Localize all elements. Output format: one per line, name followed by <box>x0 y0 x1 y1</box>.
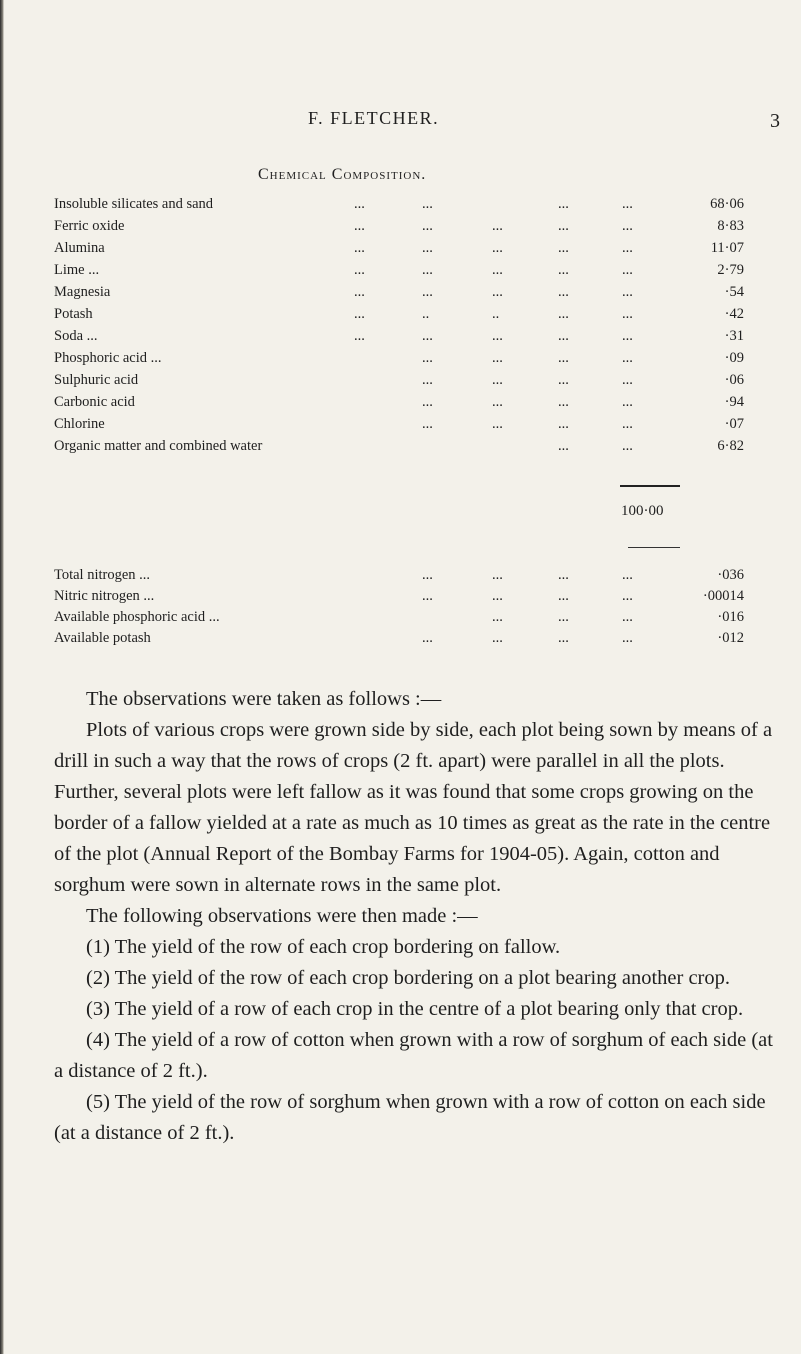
table-row: Alumina ... ... ... ... ... 11·07 <box>54 237 744 259</box>
row-label: Nitric nitrogen ... <box>54 588 155 604</box>
row-label: Organic matter and combined water <box>54 438 263 454</box>
row-value: 8·83 <box>717 218 744 234</box>
table-row: Organic matter and combined water ... ... 6·82 <box>54 435 744 457</box>
row-value: ·31 <box>724 328 744 344</box>
table-row: Sulphuric acid ... ... ... ... ·06 <box>54 369 744 391</box>
row-label: Lime ... <box>54 262 100 278</box>
row-label: Potash <box>54 306 93 322</box>
page-spine-shadow <box>0 0 4 1354</box>
table-row: Magnesia ... ... ... ... ... ·54 <box>54 281 744 303</box>
table-row: Soda ... ... ... ... ... ... ·31 <box>54 325 744 347</box>
observation-item: (4) The yield of a row of cotton when grown with a row of sorghum of each side (at a distance of 2 ft.). <box>54 1029 773 1082</box>
row-value: ·54 <box>724 284 744 300</box>
row-value: 2·79 <box>717 262 744 278</box>
body-text <box>54 684 782 1149</box>
row-value: ·06 <box>724 372 744 388</box>
row-label: Carbonic acid <box>54 394 135 410</box>
table-row: Available potash ... ... ... ... ·012 <box>54 628 744 649</box>
row-value: ·012 <box>717 630 744 646</box>
row-label: Soda ... <box>54 328 98 344</box>
table-row: Carbonic acid ... ... ... ... ·94 <box>54 391 744 413</box>
total-value: 100·00 <box>621 503 664 519</box>
row-label: Insoluble silicates and sand <box>54 196 214 212</box>
table-row: Available phosphoric acid ... ... ... ... ·016 <box>54 607 744 628</box>
section-title: Chemical Composition. <box>258 166 427 183</box>
table-row: Chlorine ... ... ... ... ·07 <box>54 413 744 435</box>
table-row: Lime ... ... ... ... ... ... 2·79 <box>54 259 744 281</box>
row-label: Magnesia <box>54 284 111 300</box>
table-row: Ferric oxide ... ... ... ... ... 8·83 <box>54 215 744 237</box>
row-value: ·036 <box>717 567 744 583</box>
row-value: ·016 <box>717 609 744 625</box>
observation-item: (2) The yield of the row of each crop bordering on a plot bearing another crop. <box>86 967 730 989</box>
row-label: Sulphuric acid <box>54 372 139 388</box>
row-label: Total nitrogen ... <box>54 567 151 583</box>
intro-paragraph: The observations were taken as follows :— <box>86 688 442 710</box>
row-value: 6·82 <box>717 438 744 454</box>
table-row: Nitric nitrogen ... ... ... ... ... ·00014 <box>54 586 744 607</box>
row-value: ·09 <box>724 350 744 366</box>
row-value: ·07 <box>724 416 744 432</box>
table-row: Insoluble silicates and sand ... ... ... ... 68·06 <box>54 193 744 215</box>
row-value: ·00014 <box>702 588 744 604</box>
observations-lead: The following observations were then made :— <box>86 905 478 927</box>
total-rule <box>620 485 680 487</box>
observation-item: (5) The yield of the row of sorghum when grown with a row of cotton on each side (at a distance of 2 ft.). <box>54 1091 766 1144</box>
total-underline <box>628 547 680 548</box>
table-row: Total nitrogen ... ... ... ... ... ·036 <box>54 565 744 586</box>
row-label: Available phosphoric acid ... <box>54 609 220 625</box>
row-label: Phosphoric acid ... <box>54 350 162 366</box>
row-label: Ferric oxide <box>54 218 125 234</box>
row-value: 68·06 <box>710 196 744 212</box>
row-label: Chlorine <box>54 416 105 432</box>
observation-item: (1) The yield of the row of each crop bordering on fallow. <box>86 936 561 958</box>
running-head: F. FLETCHER. <box>308 108 440 128</box>
main-paragraph: Plots of various crops were grown side by side, each plot being sown by means of a drill in such a way that the rows of crops (2 ft. apart) were parallel in all the plots. Further, several plots were left fallow as it was found that some crops growing on the border of a fallow yielded at a rate as much as 10 times as great as the rate in the centre of the plot (Annual Report of the Bombay Farms for 1904-05). Again, cotton and sorghum were sown in alternate rows in the same plot. <box>54 719 773 896</box>
table-row: Potash ... .. .. ... ... ·42 <box>54 303 744 325</box>
row-label: Alumina <box>54 240 105 256</box>
composition-table <box>54 193 744 457</box>
nitrogen-table <box>54 565 744 649</box>
row-value: ·94 <box>724 394 744 410</box>
observation-item: (3) The yield of a row of each crop in the centre of a plot bearing only that crop. <box>86 998 744 1020</box>
row-value: 11·07 <box>710 240 744 256</box>
table-row: Phosphoric acid ... ... ... ... ... ·09 <box>54 347 744 369</box>
page-number: 3 <box>770 110 780 132</box>
row-value: ·42 <box>724 306 744 322</box>
row-label: Available potash <box>54 630 151 646</box>
